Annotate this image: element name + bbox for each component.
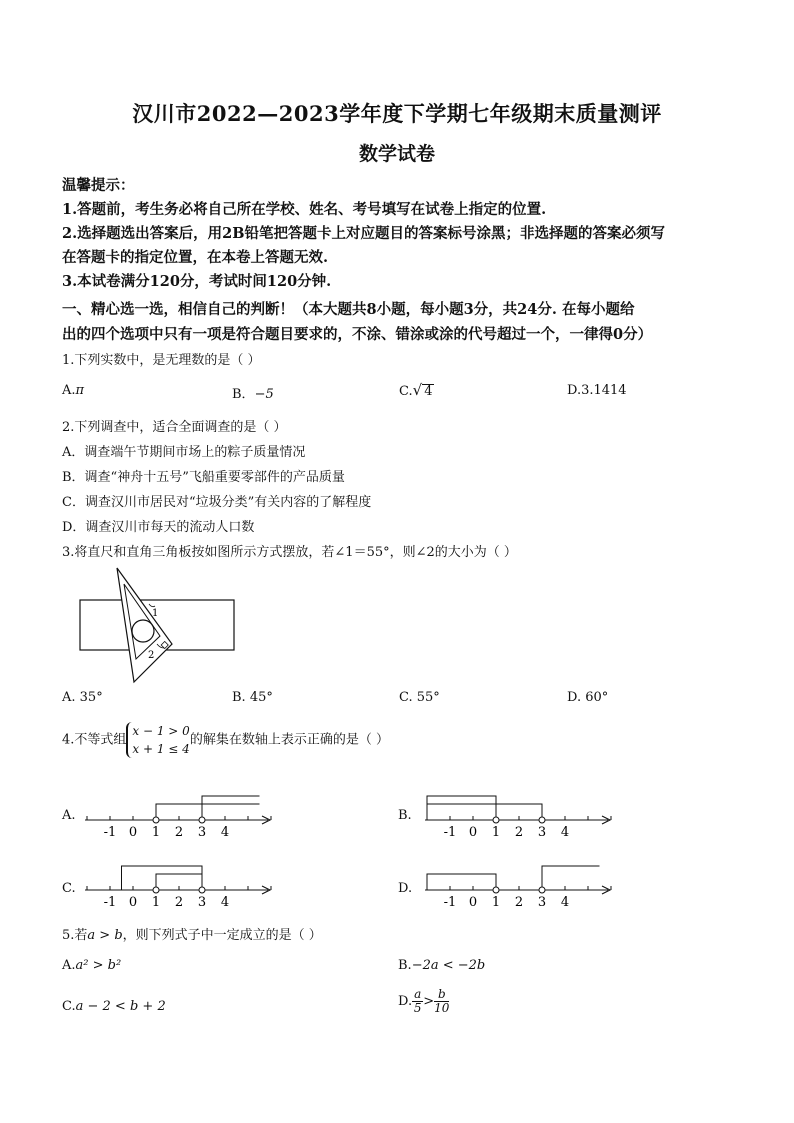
tick-label: -1 — [103, 895, 117, 910]
q2-option-b: B．调查“神舟十五号”飞船重要零部件的产品质量 — [62, 470, 345, 485]
q4-option-d-label: D. — [398, 881, 413, 896]
tick-label: 4 — [220, 895, 230, 910]
q3-angle-2-label: 2 — [148, 650, 155, 661]
tick-label: 2 — [174, 895, 184, 910]
q5-stem: 5.若a > b，则下列式子中一定成立的是（ ） — [62, 928, 322, 943]
tip-line-1: 1.答题前，考生务必将自己所在学校、姓名、考号填写在试卷上指定的位置. — [62, 201, 547, 218]
tick-label: 4 — [220, 825, 230, 840]
tick-label: 4 — [560, 825, 570, 840]
q3-stem: 3.将直尺和直角三角板按如图所示方式摆放，若∠1＝55°，则∠2的大小为（ ） — [62, 545, 517, 560]
q4-option-a-label: A. — [62, 808, 76, 823]
q4-number-line-c — [80, 852, 280, 912]
q2-option-d: D．调查汉川市每天的流动人口数 — [62, 520, 255, 535]
q1-option-d: D.3.1414 — [567, 383, 627, 398]
q1-stem: 1.下列实数中，是无理数的是（ ） — [62, 353, 261, 368]
q5-option-c: C.a − 2 < b + 2 — [62, 999, 166, 1014]
dot — [539, 887, 545, 893]
q4-option-b-label: B. — [398, 808, 412, 823]
q3-option-c: C. 55° — [399, 690, 440, 705]
tick-label: 1 — [151, 825, 161, 840]
tip-line-2: 2.选择题选出答案后，用2B铅笔把答题卡上对应题目的答案标号涂黑；非选择题的答案必须写 — [62, 225, 665, 242]
section-heading-line-2: 出的四个选项中只有一项是符合题目要求的，不涂、错涂或涂的代号超过一个，一律得0分） — [62, 326, 653, 343]
q5-option-b: B.−2a < −2b — [398, 958, 486, 973]
page-subtitle: 数学试卷 — [358, 143, 435, 165]
q5-option-d: D. $\frac{a}{5}$ > $\frac{b}{10}$ — [398, 987, 450, 1015]
tick-label: 3 — [537, 895, 547, 910]
q1-option-a: A.π — [62, 383, 85, 398]
q4-number-line-a — [80, 782, 280, 842]
tick-label: -1 — [103, 825, 117, 840]
q4-number-line-b — [420, 782, 620, 842]
q3-angle-1-label: 1 — [152, 608, 159, 619]
tick-label: -1 — [443, 895, 457, 910]
q4-inequality-system: x − 1 > 0 x + 1 ≤ 4 — [126, 722, 189, 758]
tips-heading: 温馨提示： — [62, 177, 135, 194]
open-dot — [153, 817, 159, 823]
q4-option-c-label: C. — [62, 881, 76, 896]
q5-option-a: A.a² > b² — [62, 958, 122, 973]
tip-line-4: 3.本试卷满分120分，考试时间120分钟. — [62, 273, 332, 290]
q2-option-c: C．调查汉川市居民对“垃圾分类”有关内容的了解程度 — [62, 495, 372, 510]
tick-label: 4 — [560, 895, 570, 910]
dot — [199, 817, 205, 823]
tick-label: 2 — [514, 825, 524, 840]
q2-option-a: A．调查端午节期间市场上的粽子质量情况 — [62, 445, 306, 460]
tick-label: 2 — [174, 825, 184, 840]
tip-line-3: 在答题卡的指定位置，在本卷上答题无效. — [62, 249, 329, 266]
tick-label: 1 — [491, 895, 501, 910]
q1-option-b: B．−5 — [232, 387, 274, 402]
q3-option-d: D. 60° — [567, 690, 609, 705]
tick-label: 0 — [468, 895, 478, 910]
tick-label: 1 — [151, 895, 161, 910]
tick-label: 0 — [128, 895, 138, 910]
tick-label: -1 — [443, 825, 457, 840]
q3-option-a: A. 35° — [62, 690, 103, 705]
q3-ruler-triangle-figure — [72, 560, 242, 685]
dot — [539, 817, 545, 823]
open-dot — [493, 887, 499, 893]
open-dot — [153, 887, 159, 893]
tick-label: 1 — [491, 825, 501, 840]
tick-label: 3 — [537, 825, 547, 840]
q2-stem: 2.下列调查中，适合全面调查的是（ ） — [62, 420, 287, 435]
section-heading-line-1: 一、精心选一选，相信自己的判断！（本大题共8小题，每小题3分，共24分. 在每小题给 — [62, 301, 635, 318]
tick-label: 2 — [514, 895, 524, 910]
open-dot — [493, 817, 499, 823]
dot — [199, 887, 205, 893]
tick-label: 0 — [468, 825, 478, 840]
tick-label: 3 — [197, 895, 207, 910]
q3-option-b: B. 45° — [232, 690, 273, 705]
tick-label: 0 — [128, 825, 138, 840]
q1-option-c: C.√ 4 — [399, 381, 433, 399]
tick-label: 3 — [197, 825, 207, 840]
q4-stem: 4.不等式组 x − 1 > 0 x + 1 ≤ 4 的解集在数轴上表示正确的是（ ） — [62, 724, 389, 756]
page-title: 汉川市2022—2023学年度下学期七年级期末质量测评 — [132, 101, 662, 126]
q4-number-line-d — [420, 852, 620, 912]
